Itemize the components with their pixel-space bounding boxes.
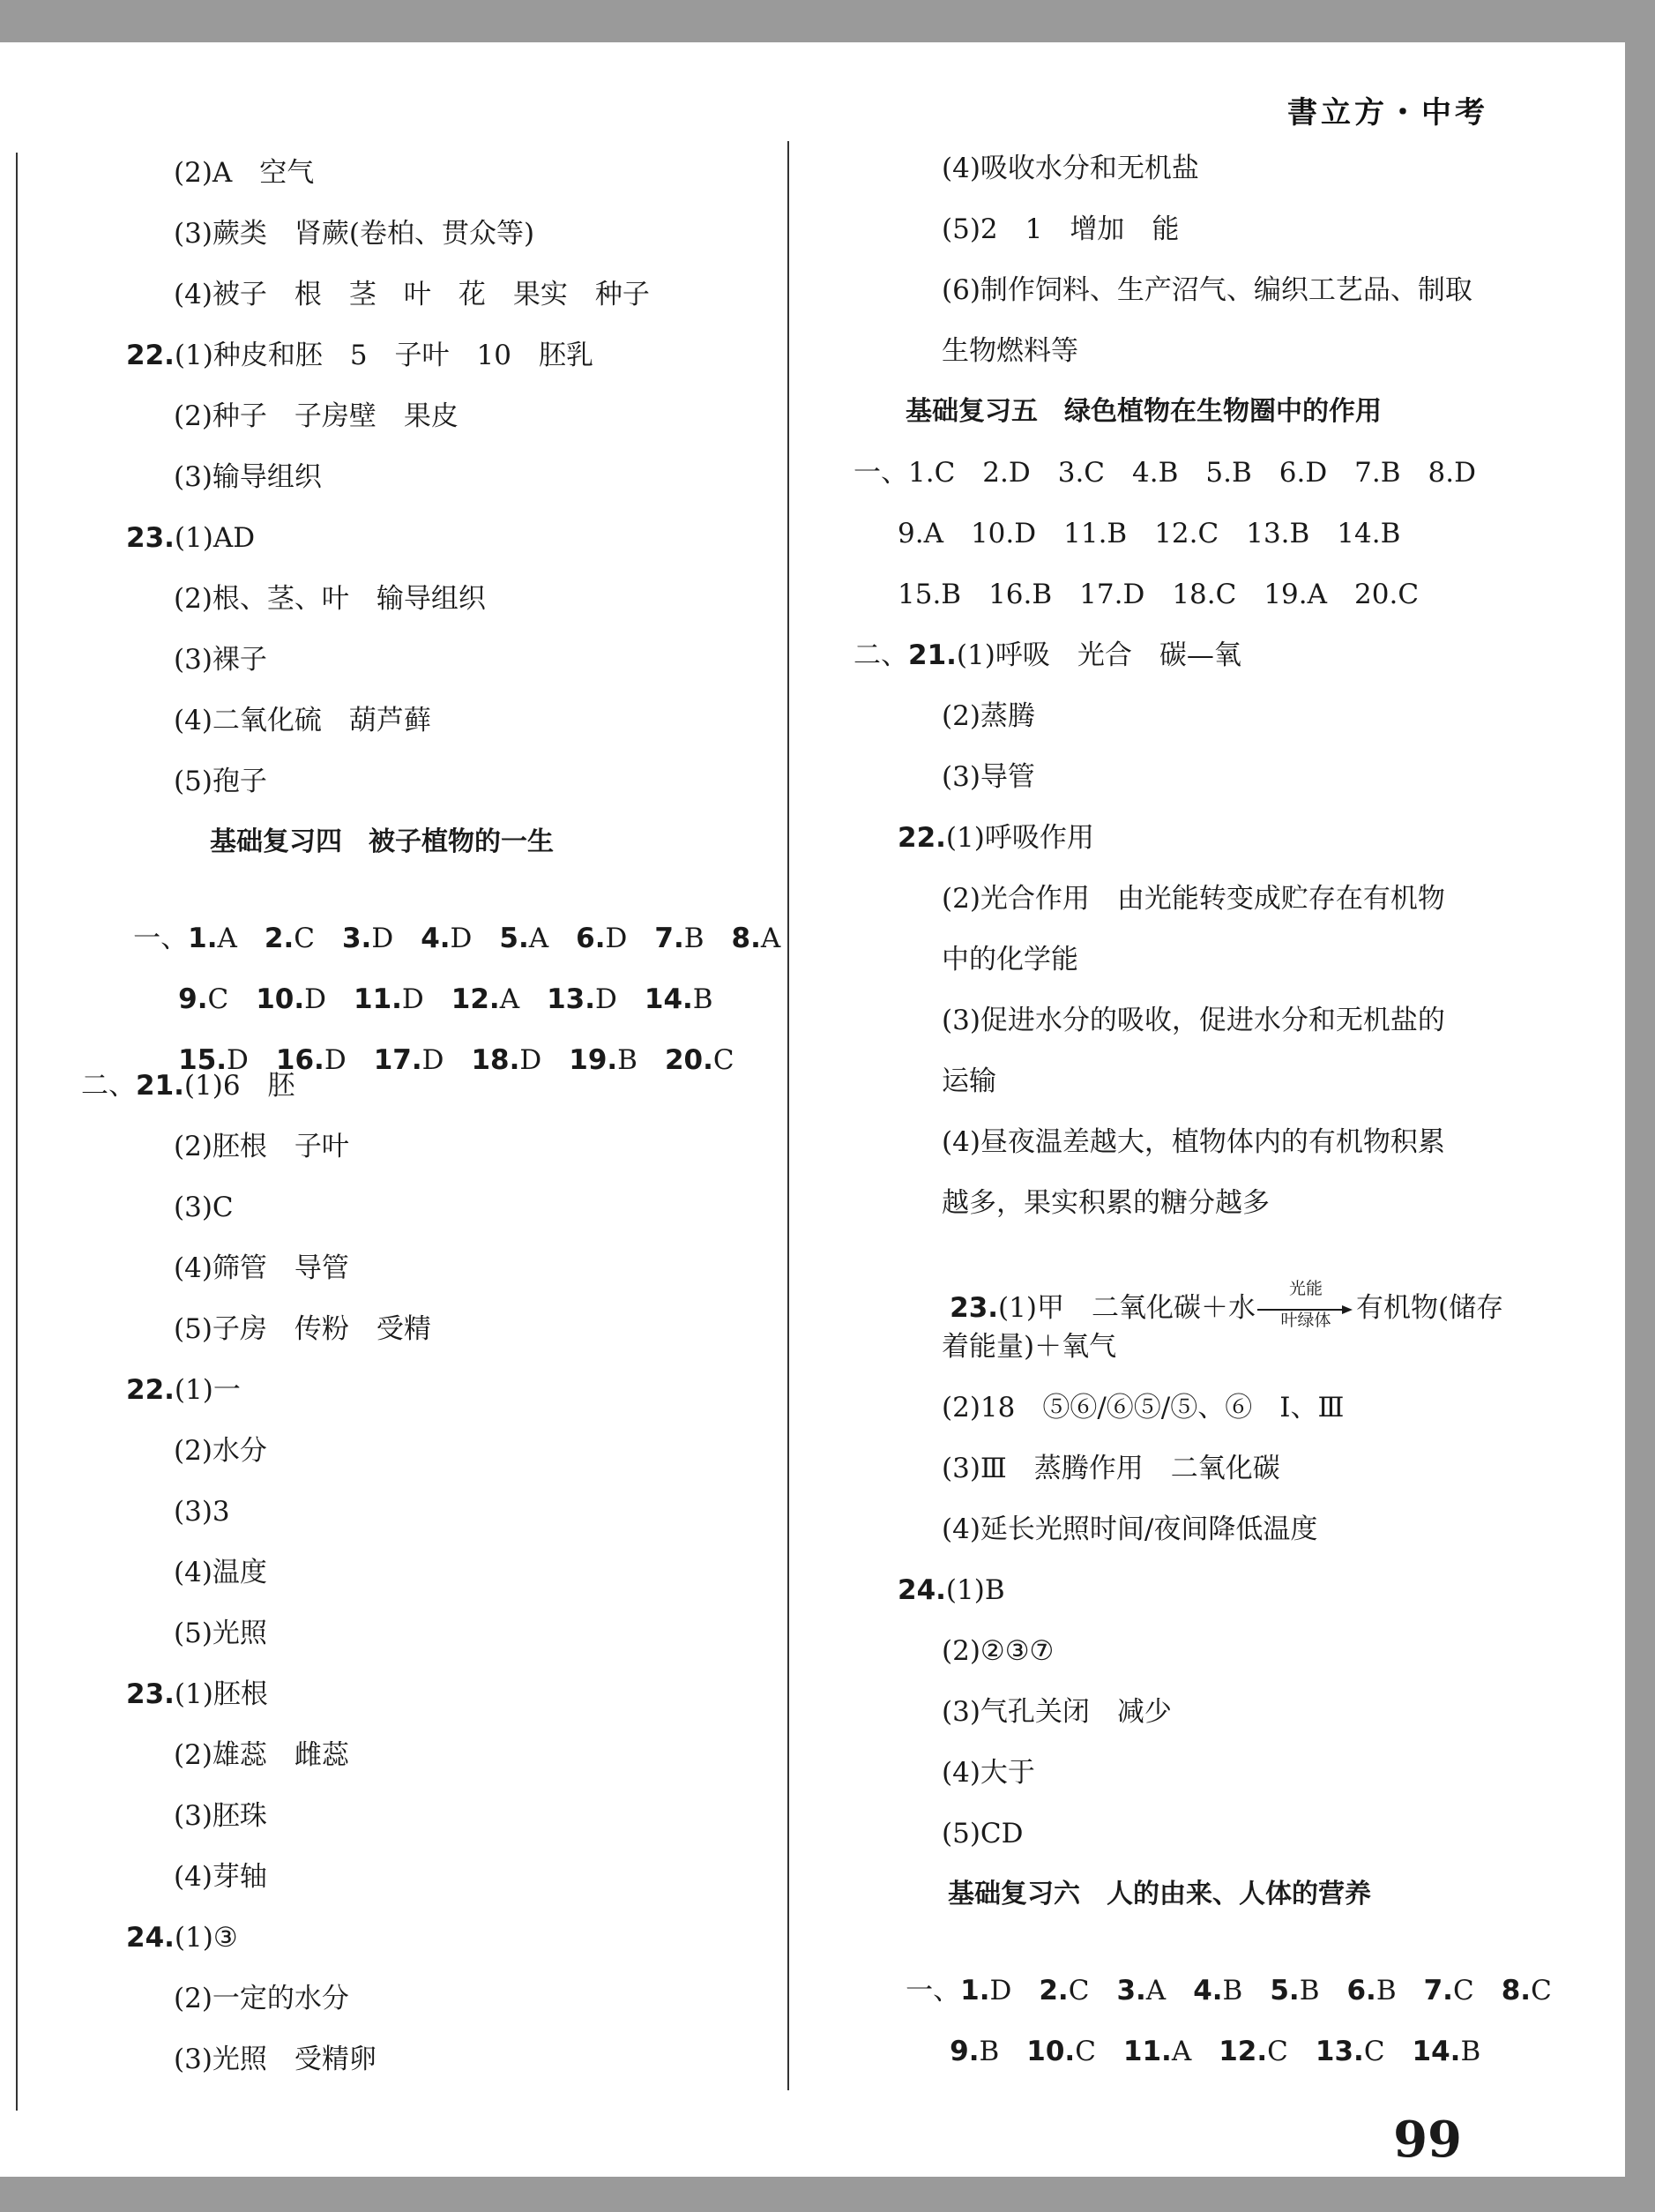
answer-text: (1)种皮和胚 5 子叶 10 胚乳 [174,340,594,371]
answer-line [126,338,593,373]
mc-item: 9.C [178,983,229,1015]
answer-line: (3)蕨类 肾蕨(卷柏、贯众等) [174,218,535,250]
answer-line: (2)蒸腾 [942,700,1035,732]
answer-text: 有机物(储存 [1355,1292,1504,1324]
section-prefix: 一、 [133,923,189,954]
mc-item: 8.C [1501,1975,1552,2006]
question-number: 24. [898,1574,946,1606]
answer-line: (3)裸子 [174,644,267,676]
answer-line: (4)芽轴 [174,1861,267,1893]
mc-item: 3.D [341,923,394,954]
answer-line: (3)促进水分的吸收，促进水分和无机盐的 [942,1005,1445,1036]
answer-line: (3)输导组织 [174,461,322,493]
reaction-condition-above: 光能 [1288,1278,1323,1298]
answer-line: (5)孢子 [174,766,267,797]
answer-line [898,820,1094,856]
answer-line: (5)子房 传粉 受精 [174,1313,431,1345]
mc-item: 10.C [1026,2036,1096,2067]
answer-line: (4)二氧化硫 葫芦藓 [174,705,431,736]
mc-row-5 [898,1999,1480,2104]
answer-line [854,638,1241,673]
column-divider [787,141,789,2090]
answer-line: (2)根、茎、叶 输导组织 [174,583,486,615]
question-number: 24. [126,1922,175,1954]
section-prefix: 二、 [81,1070,136,1102]
answer-line [126,1372,241,1408]
answer-line: 中的化学能 [942,944,1078,975]
mc-item: 12.A [451,983,520,1015]
answer-text: (1)③ [174,1922,238,1954]
answer-line [126,520,255,556]
answer-line: 运输 [942,1065,996,1097]
answer-line: (4)昼夜温差越大，植物体内的有机物积累 [942,1126,1445,1158]
question-number: 23. [950,1292,999,1324]
answer-line: (3)气孔关闭 减少 [942,1696,1172,1728]
answer-line: (2)雄蕊 雌蕊 [174,1739,349,1771]
question-number: 23. [126,522,175,554]
answer-text: (1)呼吸作用 [945,822,1094,854]
answer-line: (3)C [174,1192,234,1223]
question-number: 23. [126,1678,175,1710]
answer-text: (1)甲 二氧化碳＋水 [998,1292,1256,1324]
mc-item: 4.D [421,923,473,954]
question-number: 21. [908,639,957,671]
answer-text: (1)一 [174,1374,241,1406]
mc-item: 14.B [1412,2036,1481,2067]
reaction-arrow [1257,1278,1354,1330]
page-number: 99 [1393,2111,1462,2169]
mc-item: 2.C [264,923,315,954]
answer-line: (5)光照 [174,1618,267,1649]
answer-text: (1)B [945,1574,1005,1606]
question-number: 22. [126,1374,175,1406]
mc-item: 7.C [1423,1975,1474,2006]
answer-line: (4)延长光照时间/夜间降低温度 [942,1513,1318,1545]
mc-item: 6.B [1346,1975,1397,2006]
mc-row-1 [854,455,1476,490]
mc-row-2: 9.A 10.D 11.B 12.C 13.B 14.B [898,518,1401,549]
mc-item: 8.A [731,923,781,954]
page [0,42,1625,2177]
answer-text: (1)呼吸 光合 碳—氧 [956,639,1241,671]
answer-line: (3)Ⅲ 蒸腾作用 二氧化碳 [942,1453,1280,1484]
answer-line: (3)3 [174,1496,230,1528]
mc-item: 19.B [569,1044,637,1076]
mc-item: 7.B [654,923,704,954]
answer-line: (2)②③⑦ [942,1635,1055,1667]
section-heading: 基础复习五 绿色植物在生物圈中的作用 [906,396,1382,427]
mc-item: 2.C [1039,1975,1090,2006]
section-heading: 基础复习四 被子植物的一生 [210,826,554,857]
question-number: 21. [136,1070,184,1102]
mc-item: 6.D [576,923,628,954]
answer-line: 生物燃料等 [942,335,1078,367]
answer-line: (4)被子 根 茎 叶 花 果实 种子 [174,279,650,310]
answer-line: (2)18 ⑤⑥/⑥⑤/⑤、⑥ Ⅰ、Ⅲ [942,1392,1345,1424]
section-heading: 基础复习六 人的由来、人体的营养 [948,1879,1371,1909]
mc-item: 16.D [275,1044,347,1076]
mc-item: 13.C [1315,2036,1385,2067]
mc-item: 9.B [950,2036,1000,2067]
mc-item: 10.D [256,983,326,1015]
answer-text: (1)胚根 [174,1678,268,1710]
mc-item: 12.C [1219,2036,1288,2067]
brand-title: 書立方・中考 [1287,95,1488,131]
section-prefix: 一、 [854,457,908,489]
answer-line: (5)CD [942,1818,1024,1850]
answer-line: 越多，果实积累的糖分越多 [942,1187,1270,1219]
answer-line [81,1068,295,1103]
mc-item: 5.A [499,923,549,954]
answer-line: (3)胚珠 [174,1800,267,1832]
section-prefix: 二、 [854,639,908,671]
answer-line: (5)2 1 增加 能 [942,213,1180,245]
mc-item: 18.D [471,1044,542,1076]
mc-items: 1.C 2.D 3.C 4.B 5.B 6.D 7.B 8.D [908,457,1476,489]
answer-line: (2)一定的水分 [174,1983,349,2014]
answer-line: (2)光合作用 由光能转变成贮存在有机物 [942,883,1445,915]
left-margin-rule [16,153,18,2111]
answer-line: (3)导管 [942,761,1035,793]
answer-line: (2)种子 子房壁 果皮 [174,400,458,432]
question-number: 22. [126,340,175,371]
answer-line: (4)温度 [174,1557,267,1588]
mc-item: 14.B [644,983,713,1015]
mc-item: 11.A [1122,2036,1192,2067]
mc-item: 1.D [960,1975,1012,2006]
answer-line [126,1920,238,1955]
answer-line: (4)筛管 导管 [174,1252,349,1284]
mc-item: 1.A [188,923,237,954]
answer-line: (6)制作饲料、生产沼气、编织工艺品、制取 [942,274,1472,306]
answer-text: (1)AD [174,522,256,554]
answer-line: (2)A 空气 [174,157,315,189]
mc-item: 3.A [1116,1975,1167,2006]
mc-item: 11.D [354,983,424,1015]
mc-item: 5.B [1270,1975,1320,2006]
question-number: 22. [898,822,946,854]
answer-line: (4)吸收水分和无机盐 [942,153,1199,184]
answer-line: (3)光照 受精卵 [174,2044,376,2075]
reaction-condition-below: 叶绿体 [1280,1310,1331,1330]
mc-item: 17.D [373,1044,444,1076]
answer-line: (4)大于 [942,1757,1035,1789]
section-prefix: 一、 [906,1975,961,2006]
answer-line [126,1677,268,1712]
answer-line [898,1573,1005,1608]
answer-line: 着能量)＋氧气 [942,1331,1117,1363]
mc-row-3: 15.B 16.B 17.D 18.C 19.A 20.C [898,579,1420,610]
answer-line: (2)胚根 子叶 [174,1131,349,1162]
mc-item: 20.C [664,1044,734,1076]
mc-item: 13.D [547,983,617,1015]
mc-item: 4.B [1193,1975,1243,2006]
mc-item: 15.D [178,1044,249,1076]
answer-text: (1)6 胚 [183,1070,295,1102]
answer-line: (2)水分 [174,1435,267,1467]
